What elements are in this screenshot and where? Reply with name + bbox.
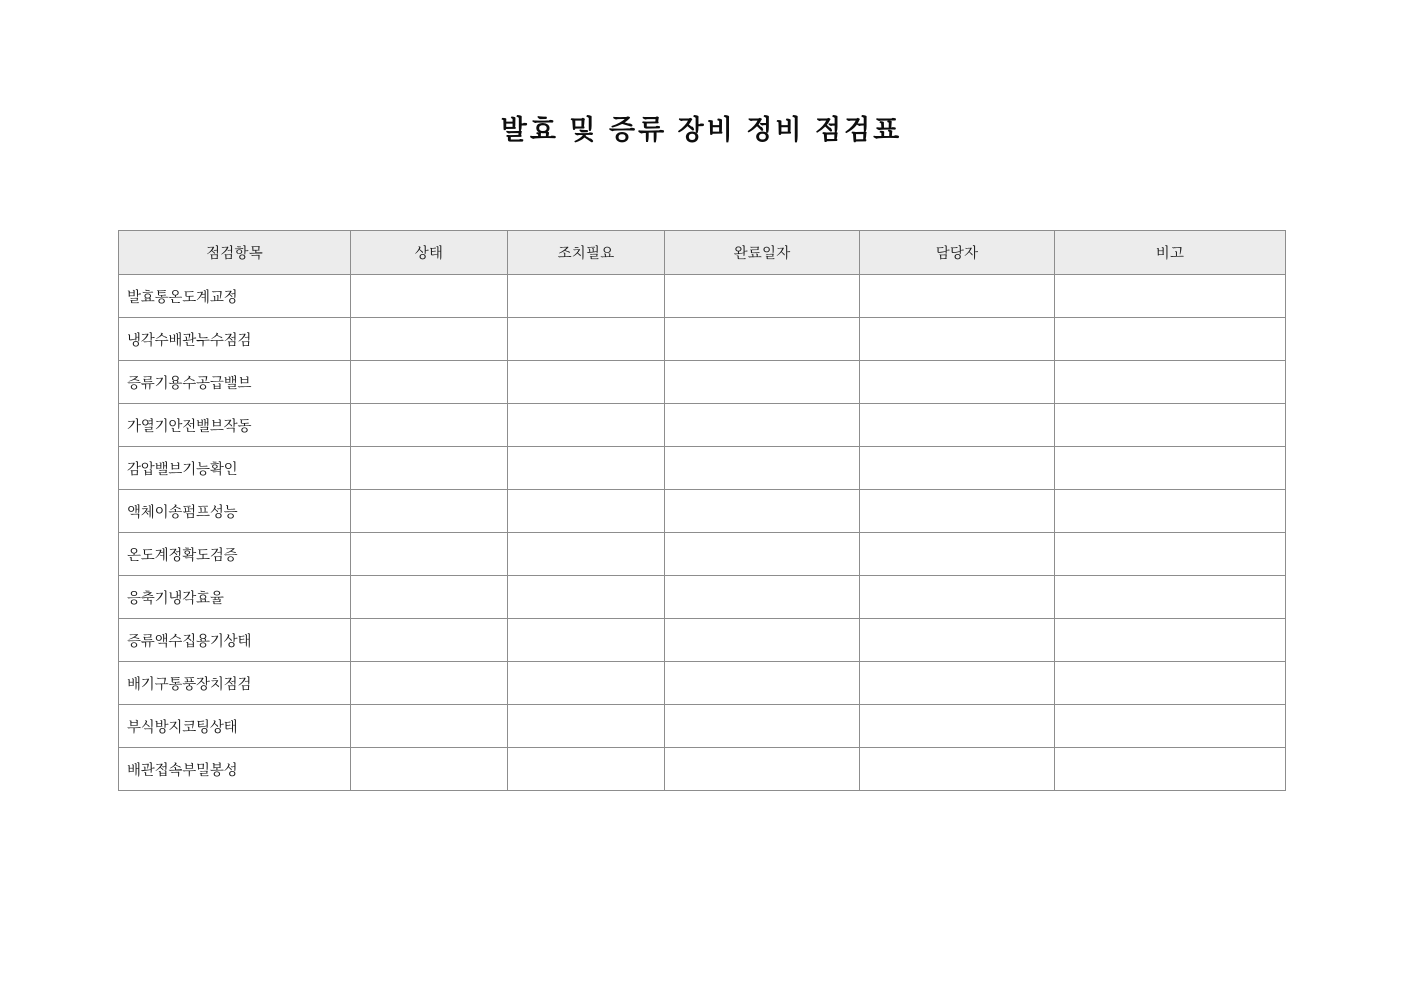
table-row [119, 447, 1286, 490]
cell-item: 응축기냉각효율 [119, 576, 351, 619]
cell-owner[interactable] [860, 447, 1055, 490]
cell-status[interactable] [351, 404, 508, 447]
cell-completion-date[interactable] [665, 404, 860, 447]
cell-status[interactable] [351, 275, 508, 318]
cell-action-required[interactable] [508, 490, 665, 533]
column-header-owner: 담당자 [860, 231, 1055, 275]
cell-owner[interactable] [860, 490, 1055, 533]
cell-status[interactable] [351, 318, 508, 361]
table-header-row [119, 231, 1286, 275]
cell-owner[interactable] [860, 662, 1055, 705]
cell-item: 배관접속부밀봉성 [119, 748, 351, 791]
table-row [119, 318, 1286, 361]
cell-owner[interactable] [860, 576, 1055, 619]
cell-item: 냉각수배관누수점검 [119, 318, 351, 361]
cell-completion-date[interactable] [665, 619, 860, 662]
cell-status[interactable] [351, 705, 508, 748]
column-header-status: 상태 [351, 231, 508, 275]
cell-note[interactable] [1055, 404, 1286, 447]
table-header [119, 231, 1286, 275]
cell-action-required[interactable] [508, 533, 665, 576]
table-row [119, 404, 1286, 447]
cell-item: 발효통온도계교정 [119, 275, 351, 318]
table-row [119, 662, 1286, 705]
cell-status[interactable] [351, 447, 508, 490]
cell-completion-date[interactable] [665, 447, 860, 490]
page-title: 발효 및 증류 장비 정비 점검표 [500, 115, 903, 145]
cell-completion-date[interactable] [665, 533, 860, 576]
table-row [119, 576, 1286, 619]
table-row [119, 533, 1286, 576]
cell-completion-date[interactable] [665, 361, 860, 404]
cell-action-required[interactable] [508, 361, 665, 404]
table-row [119, 275, 1286, 318]
cell-note[interactable] [1055, 619, 1286, 662]
cell-action-required[interactable] [508, 619, 665, 662]
cell-owner[interactable] [860, 533, 1055, 576]
cell-owner[interactable] [860, 275, 1055, 318]
cell-status[interactable] [351, 576, 508, 619]
column-header-completion-date: 완료일자 [665, 231, 860, 275]
cell-status[interactable] [351, 533, 508, 576]
cell-note[interactable] [1055, 318, 1286, 361]
cell-note[interactable] [1055, 447, 1286, 490]
cell-completion-date[interactable] [665, 705, 860, 748]
cell-completion-date[interactable] [665, 318, 860, 361]
cell-action-required[interactable] [508, 705, 665, 748]
cell-status[interactable] [351, 619, 508, 662]
table-row [119, 619, 1286, 662]
cell-owner[interactable] [860, 361, 1055, 404]
cell-action-required[interactable] [508, 275, 665, 318]
cell-note[interactable] [1055, 705, 1286, 748]
cell-action-required[interactable] [508, 318, 665, 361]
cell-completion-date[interactable] [665, 490, 860, 533]
table-row [119, 490, 1286, 533]
cell-owner[interactable] [860, 748, 1055, 791]
cell-note[interactable] [1055, 361, 1286, 404]
cell-item: 증류기용수공급밸브 [119, 361, 351, 404]
cell-status[interactable] [351, 361, 508, 404]
cell-note[interactable] [1055, 490, 1286, 533]
cell-status[interactable] [351, 662, 508, 705]
cell-note[interactable] [1055, 275, 1286, 318]
cell-action-required[interactable] [508, 404, 665, 447]
cell-status[interactable] [351, 490, 508, 533]
cell-item: 감압밸브기능확인 [119, 447, 351, 490]
cell-owner[interactable] [860, 318, 1055, 361]
cell-item: 액체이송펌프성능 [119, 490, 351, 533]
cell-owner[interactable] [860, 705, 1055, 748]
cell-owner[interactable] [860, 404, 1055, 447]
cell-item: 가열기안전밸브작동 [119, 404, 351, 447]
cell-note[interactable] [1055, 576, 1286, 619]
cell-note[interactable] [1055, 662, 1286, 705]
cell-note[interactable] [1055, 748, 1286, 791]
table-body [119, 275, 1286, 791]
table-row [119, 748, 1286, 791]
cell-action-required[interactable] [508, 447, 665, 490]
column-header-item: 점검항목 [119, 231, 351, 275]
cell-action-required[interactable] [508, 576, 665, 619]
cell-action-required[interactable] [508, 662, 665, 705]
cell-owner[interactable] [860, 619, 1055, 662]
column-header-action-required: 조치필요 [508, 231, 665, 275]
cell-completion-date[interactable] [665, 576, 860, 619]
maintenance-checklist-table [118, 230, 1286, 791]
cell-item: 배기구통풍장치점검 [119, 662, 351, 705]
cell-item: 증류액수집용기상태 [119, 619, 351, 662]
cell-completion-date[interactable] [665, 662, 860, 705]
column-header-note: 비고 [1055, 231, 1286, 275]
cell-action-required[interactable] [508, 748, 665, 791]
cell-item: 온도계정확도검증 [119, 533, 351, 576]
cell-completion-date[interactable] [665, 275, 860, 318]
checklist-table-container [118, 230, 1285, 791]
table-row [119, 705, 1286, 748]
table-row [119, 361, 1286, 404]
cell-status[interactable] [351, 748, 508, 791]
cell-item: 부식방지코팅상태 [119, 705, 351, 748]
cell-note[interactable] [1055, 533, 1286, 576]
cell-completion-date[interactable] [665, 748, 860, 791]
